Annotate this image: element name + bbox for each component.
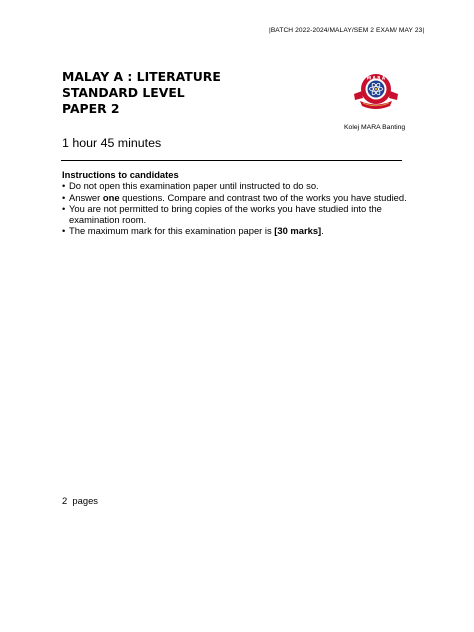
instruction-text-suffix: . xyxy=(321,225,324,237)
title-paper: PAPER 2 xyxy=(62,101,120,116)
divider-line xyxy=(61,160,402,161)
instruction-text: You are not permitted to bring copies of the works you have studied into the examination room. xyxy=(69,202,382,226)
instructions-heading: Instructions to candidates xyxy=(62,169,179,180)
kolej-mara-crest-icon xyxy=(350,70,402,112)
instructions-list xyxy=(62,180,412,236)
bullet-icon: • xyxy=(62,202,66,214)
instruction-emphasis: one xyxy=(102,191,120,203)
instruction-text-prefix: Answer xyxy=(69,191,103,203)
instruction-text: Do not open this examination paper until instructed to do so. xyxy=(69,180,319,192)
bullet-icon: • xyxy=(62,225,66,237)
exam-title xyxy=(62,69,221,117)
page-count: 2 pages xyxy=(62,495,98,506)
title-level: STANDARD LEVEL xyxy=(62,85,185,100)
instruction-text-prefix: The maximum mark for this examination paper is xyxy=(69,225,275,237)
instruction-item xyxy=(62,225,412,236)
batch-reference: |BATCH 2022-2024/MALAY/SEM 2 EXAM/ MAY 23| xyxy=(269,27,425,34)
instruction-item xyxy=(62,203,412,226)
crest-lettering: M A R A xyxy=(366,75,386,81)
instruction-text-suffix: questions. Compare and contrast two of the works you have studied. xyxy=(119,191,407,203)
max-marks: [30 marks] xyxy=(274,225,322,237)
bullet-icon: • xyxy=(62,191,66,203)
college-name: Kolej MARA Banting xyxy=(344,124,406,131)
bullet-icon: • xyxy=(62,180,66,192)
exam-duration: 1 hour 45 minutes xyxy=(62,136,162,150)
instructions-section xyxy=(62,169,412,237)
instruction-item xyxy=(62,180,412,191)
title-subject: MALAY A : LITERATURE xyxy=(62,69,221,84)
instruction-item xyxy=(62,192,412,203)
